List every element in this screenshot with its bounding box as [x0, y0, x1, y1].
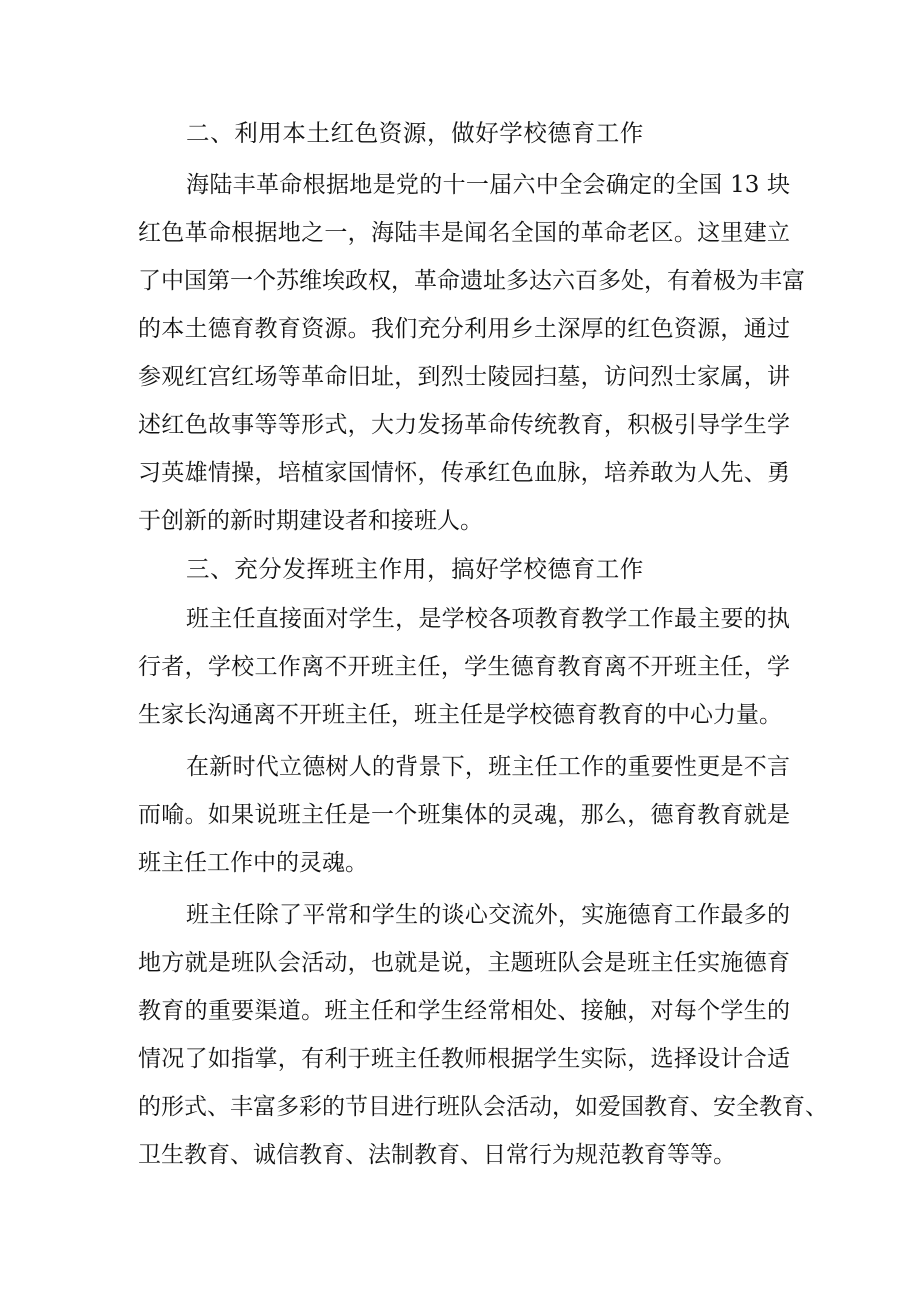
- text-line: 班主任除了平常和学生的谈心交流外，实施德育工作最多的: [186, 902, 790, 928]
- text-line: 的形式、丰富多彩的节目进行班队会活动，如爱国教育、安全教育、: [138, 1094, 828, 1120]
- text-line: 了中国第一个苏维埃政权，革命遗址多达六百多处，有着极为丰富: [138, 268, 805, 294]
- text-line: 参观红宫红场等革命旧址，到烈士陵园扫墓，访问烈士家属，讲: [138, 364, 790, 390]
- text-line: 情况了如指掌，有利于班主任教师根据学生实际，选择设计合适: [138, 1046, 790, 1072]
- text-line: 的本土德育教育资源。我们充分利用乡土深厚的红色资源，通过: [138, 316, 790, 342]
- text-line: 教育的重要渠道。班主任和学生经常相处、接触，对每个学生的: [138, 998, 790, 1024]
- text-line: 班主任直接面对学生，是学校各项教育教学工作最主要的执: [186, 606, 790, 632]
- text-line: 海陆丰革命根据地是党的十一届六中全会确定的全国 13 块: [186, 172, 790, 198]
- text-line: 地方就是班队会活动，也就是说，主题班队会是班主任实施德育: [138, 950, 790, 976]
- text-line: 生家长沟通离不开班主任，班主任是学校德育教育的中心力量。: [138, 702, 782, 728]
- text-line: 而喻。如果说班主任是一个班集体的灵魂，那么，德育教育就是: [138, 802, 790, 828]
- text-line: 于创新的新时期建设者和接班人。: [138, 508, 483, 534]
- text-line: 在新时代立德树人的背景下，班主任工作的重要性更是不言: [186, 754, 790, 780]
- text-line: 行者，学校工作离不开班主任，学生德育教育离不开班主任，学: [138, 654, 790, 680]
- section-heading: 二、利用本土红色资源，做好学校德育工作: [186, 119, 644, 147]
- text-line: 卫生教育、诚信教育、法制教育、日常行为规范教育等等。: [138, 1142, 736, 1168]
- text-line: 习英雄情操，培植家国情怀，传承红色血脉，培养敢为人先、勇: [138, 460, 790, 486]
- section-heading: 三、充分发挥班主作用，搞好学校德育工作: [186, 555, 644, 583]
- text-line: 红色革命根据地之一，海陆丰是闻名全国的革命老区。这里建立: [138, 220, 790, 246]
- text-line: 班主任工作中的灵魂。: [138, 850, 368, 876]
- text-line: 述红色故事等等形式，大力发扬革命传统教育，积极引导学生学: [138, 412, 790, 438]
